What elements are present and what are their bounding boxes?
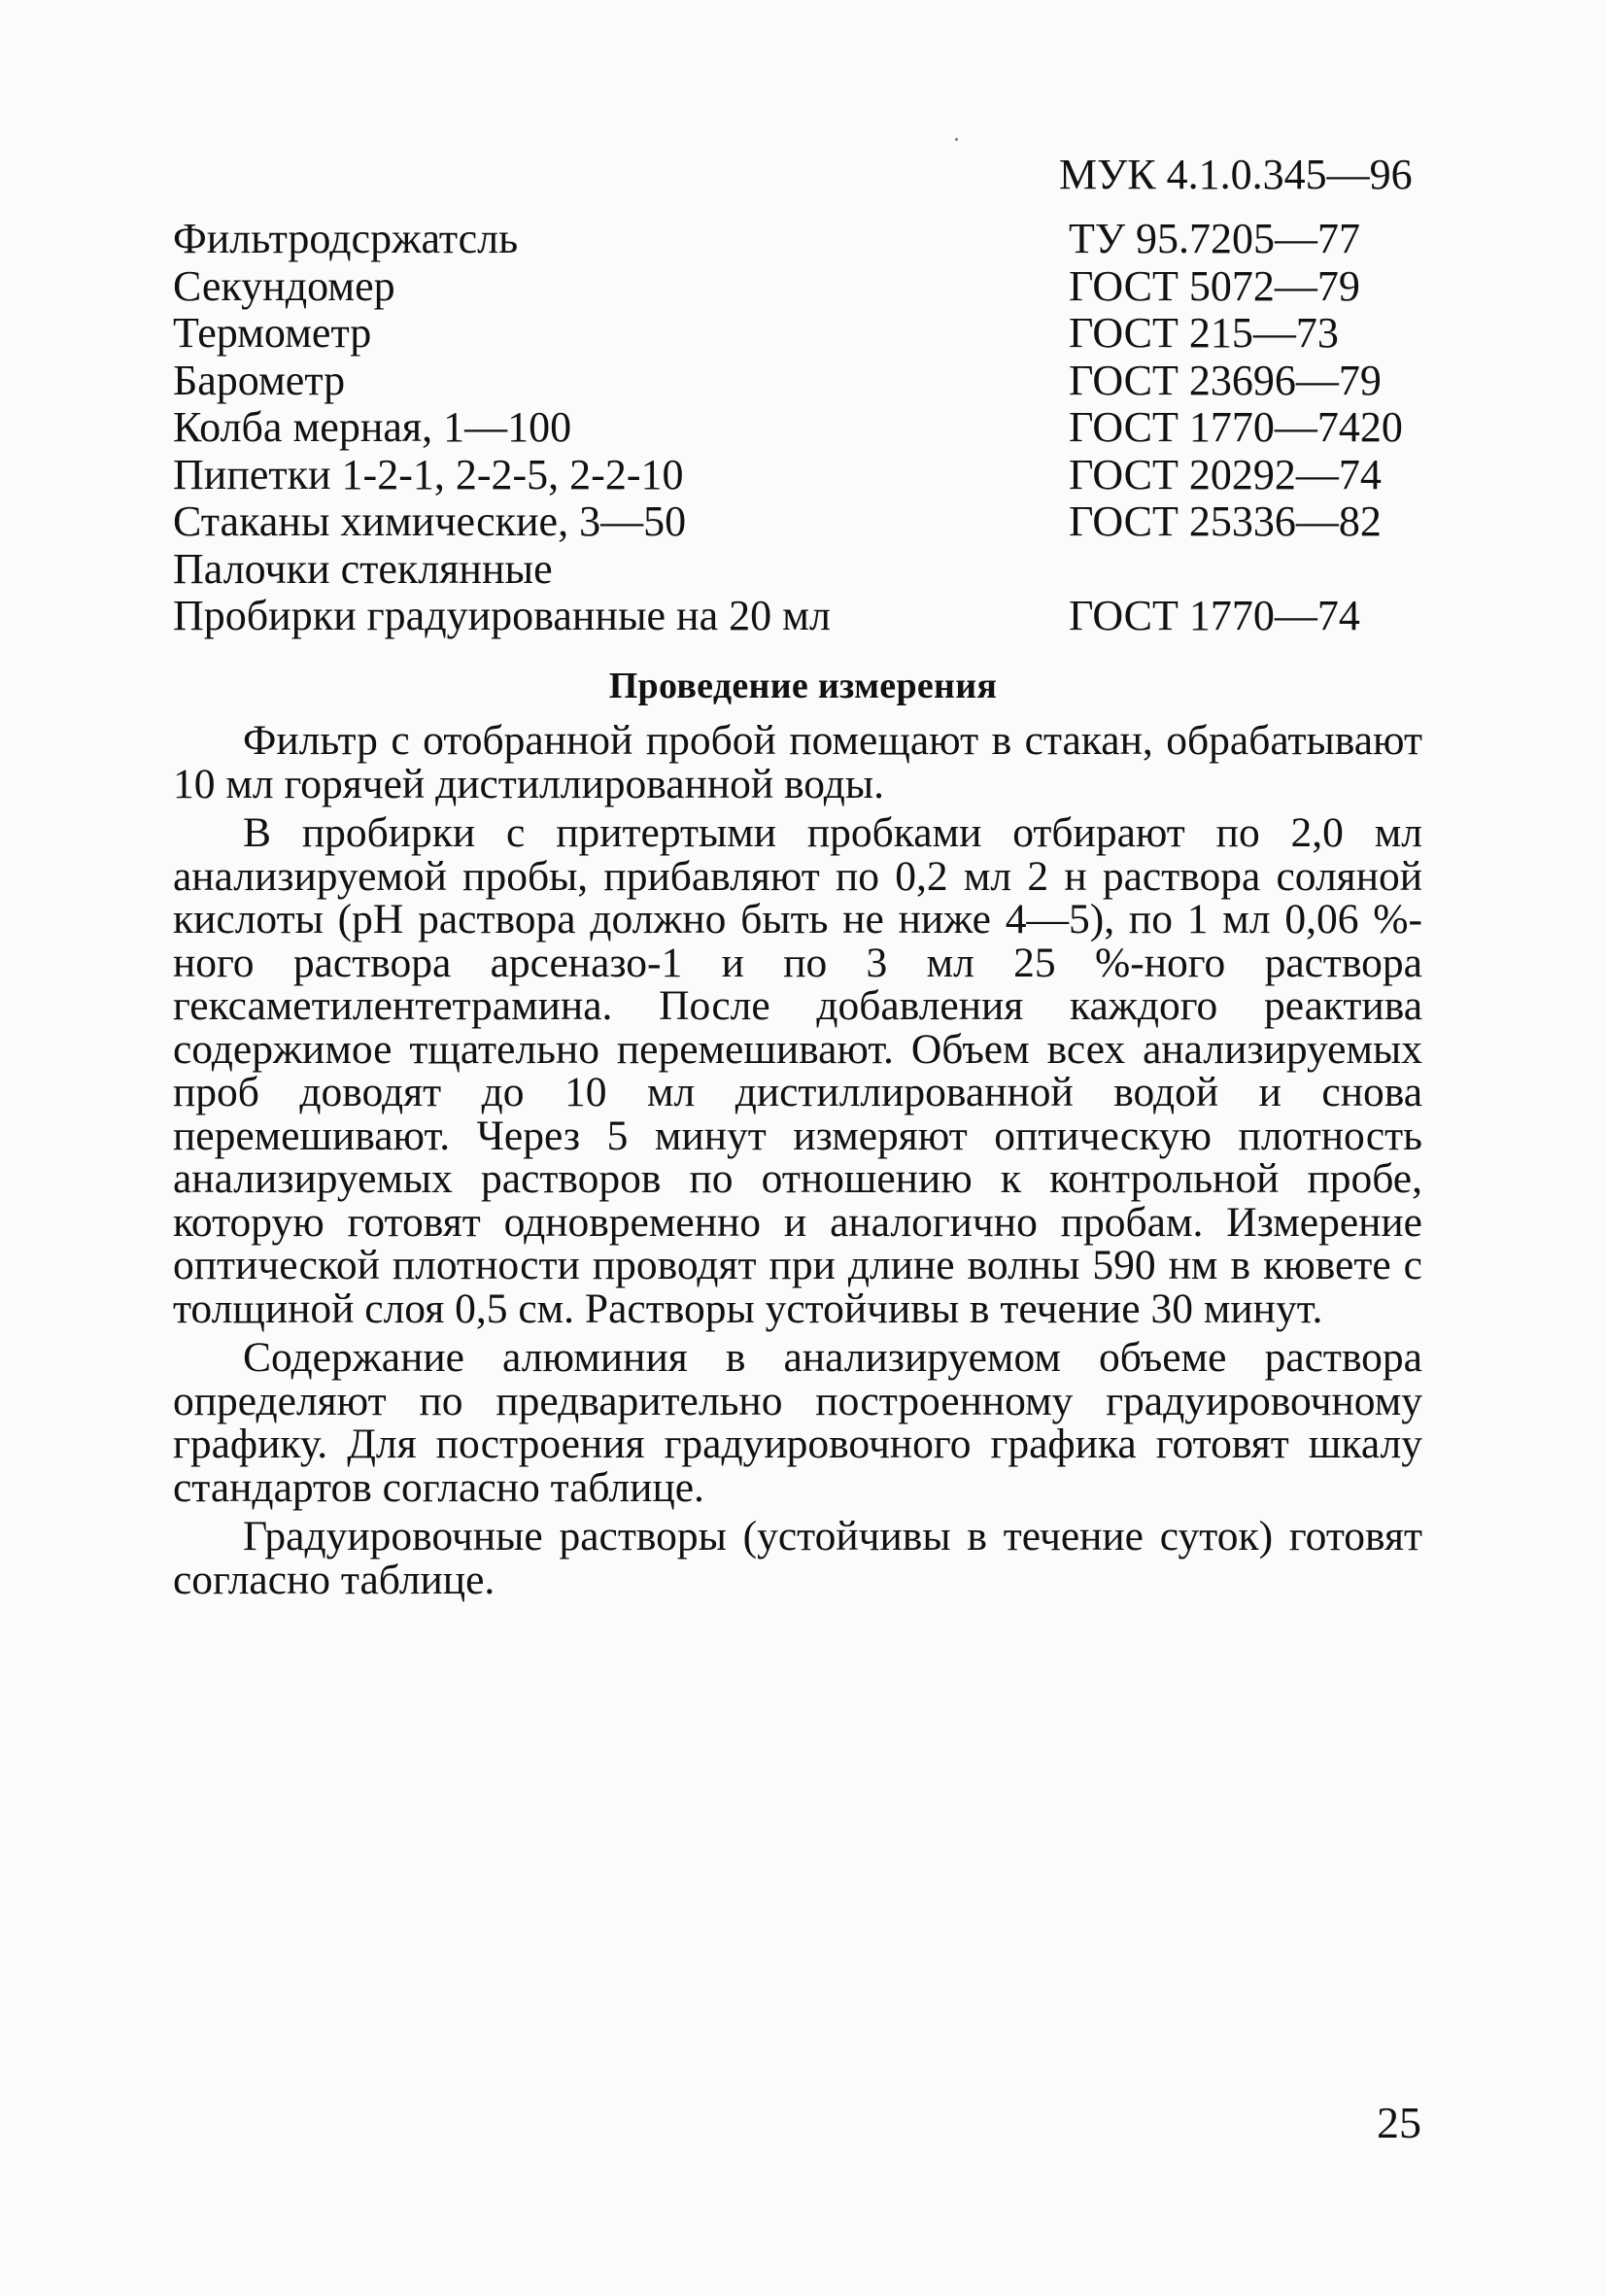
scan-speck: [955, 138, 958, 141]
paragraph: Содержание алюминия в анализируемом объеме раствора определяют по предварительно построенному градуировочному графику. Для построения градуировочного графика готовят шкалу стандартов согласно таблице.: [173, 1334, 1422, 1511]
equipment-row: [173, 593, 1436, 640]
paragraph: Градуировочные растворы (устойчивы в течение суток) готовят согласно таблице.: [173, 1513, 1422, 1603]
equipment-name: Пробирки градуированные на 20 мл: [173, 592, 831, 639]
equipment-row: [173, 310, 1436, 358]
equipment-row: [173, 498, 1436, 546]
equipment-row: [173, 358, 1436, 405]
equipment-standard: ГОСТ 5072—79: [1069, 261, 1360, 310]
equipment-row: [173, 546, 1436, 594]
equipment-row: [173, 452, 1436, 499]
equipment-name: Фильтродсржатсль: [173, 215, 519, 262]
page-number: 25: [1377, 2098, 1421, 2147]
equipment-list: [173, 216, 1436, 640]
section-heading: Проведение измерения: [608, 666, 998, 706]
equipment-standard: ГОСТ 1770—7420: [1069, 403, 1403, 451]
document-code: МУК 4.1.0.345—96: [1059, 151, 1413, 198]
equipment-name: Секундомер: [173, 261, 395, 310]
equipment-name: Пипетки 1-2-1, 2-2-5, 2-2-10: [173, 450, 684, 498]
equipment-standard: ТУ 95.7205—77: [1069, 215, 1361, 262]
paragraph: Фильтр с отобранной пробой помещают в стакан, обрабатывают 10 мл горячей дистиллированной воды.: [173, 717, 1422, 807]
equipment-standard: ГОСТ 1770—74: [1069, 592, 1360, 639]
equipment-name: Палочки стеклянные: [173, 544, 553, 593]
equipment-name: Термометр: [173, 309, 372, 357]
equipment-row: [173, 263, 1436, 311]
equipment-row: [173, 404, 1436, 452]
equipment-standard: ГОСТ 23696—79: [1069, 356, 1382, 404]
equipment-standard: ГОСТ 215—73: [1069, 309, 1339, 357]
equipment-name: Стаканы химические, 3—50: [173, 497, 687, 545]
equipment-name: Барометр: [173, 356, 346, 404]
equipment-standard: ГОСТ 20292—74: [1069, 450, 1382, 498]
equipment-standard: ГОСТ 25336—82: [1069, 497, 1382, 545]
section-body: [173, 719, 1422, 1607]
equipment-row: [173, 216, 1436, 263]
equipment-name: Колба мерная, 1—100: [173, 403, 572, 451]
paragraph: В пробирки с притертыми пробками отбирают по 2,0 мл анализируемой пробы, прибавляют по 0,2 мл 2 н раствора соляной кислоты (рН раствора должно быть не ниже 4—5), по 1 мл 0,06 %-ного раствора арсеназо-1 и по 3 мл 25 %-ного раствора гексаметилентетрамина. После добавления каждого реактива содержимое тщательно перемешивают. Объем всех анализируемых проб доводят до 10 мл дистиллированной водой и снова перемешивают. Через 5 минут измеряют оптическую плотность анализируемых растворов по отношению к контрольной пробе, которую готовят одновременно и аналогично пробам. Измерение оптической плотности проводят при длине волны 590 нм в кювете с толщиной слоя 0,5 см. Растворы устойчивы в течение 30 минут.: [173, 809, 1422, 1332]
